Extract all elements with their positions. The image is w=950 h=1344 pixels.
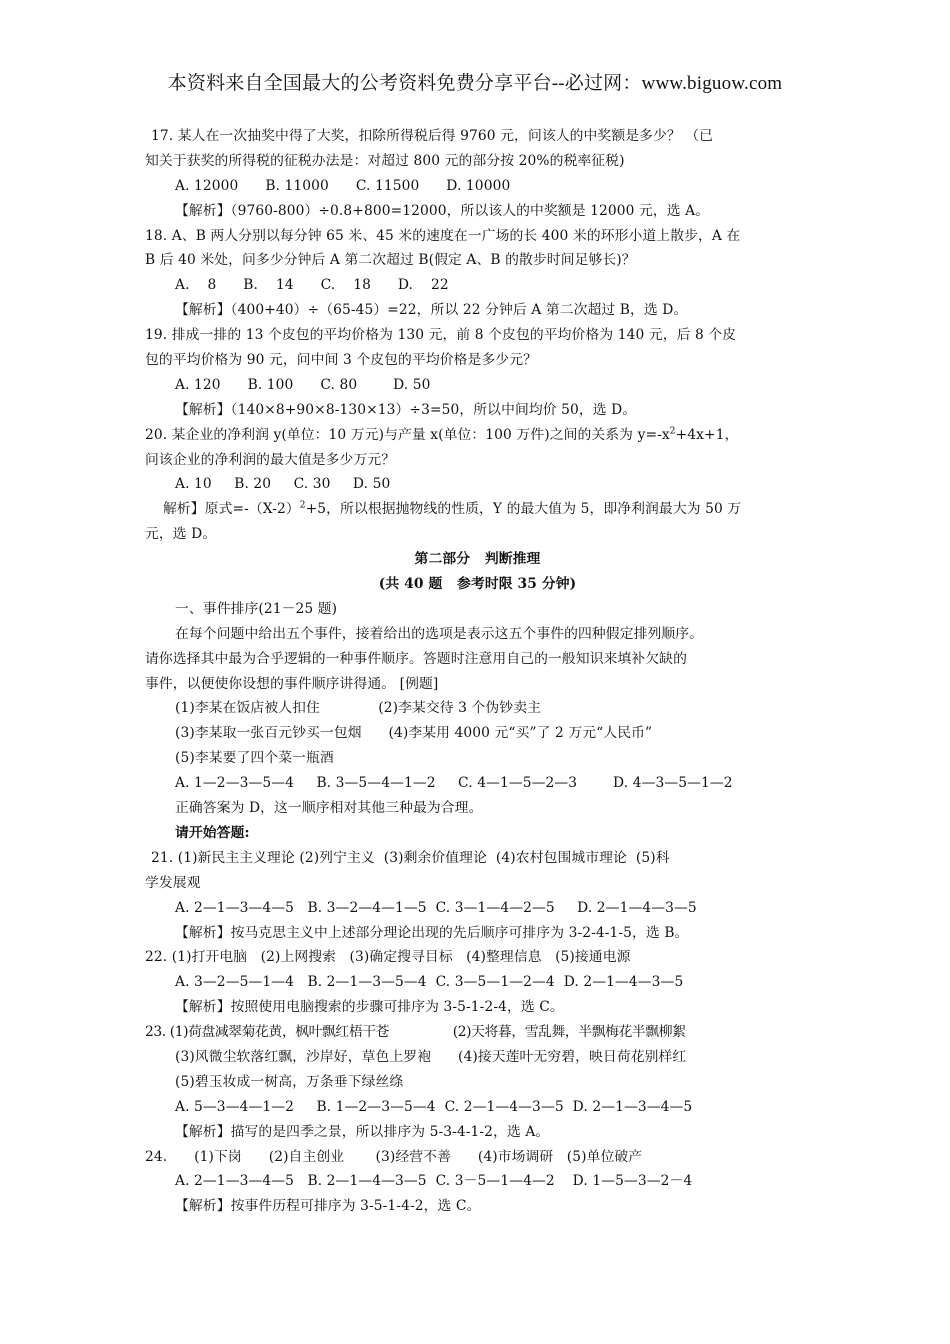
question-18-options: A. 8 B. 14 C. 18 D. 22 — [175, 277, 449, 294]
question-20-line-2: 问该企业的净利润的最大值是多少万元？ — [145, 451, 396, 468]
example-answer: 正确答案为 D，这一顺序相对其他三种最为合理。 — [175, 800, 483, 817]
question-21-options: A. 2—1—3—4—5 B. 3—2—4—1—5 C. 3—1—4—2—5 D. 2—1—4—3—5 — [175, 899, 697, 916]
question-19-options: A. 120 B. 100 C. 80 D. 50 — [175, 376, 431, 393]
question-17-line-2: 知关于获奖的所得税的征税办法是：对超过 800 元的部分按 20%的税率征税) — [145, 152, 625, 169]
question-19-line-2: 包的平均价格为 90 元，问中间 3 个皮包的平均价格是多少元？ — [145, 352, 537, 369]
question-23-line-3: (5)碧玉妆成一树高，万条垂下绿丝绦 — [175, 1073, 404, 1090]
question-20-line-1-tail: +4x+1， — [675, 426, 739, 443]
subsection-heading: 一、事件排序(21－25 题) — [175, 600, 338, 617]
superscript: 2 — [299, 500, 306, 511]
intro-line-3: 事件，以便使你设想的事件顺序讲得通。 [例题] — [145, 675, 439, 692]
question-21-analysis: 【解析】按马克思主义中上述部分理论出现的先后顺序可排序为 3-2-4-1-5，选 B。 — [175, 924, 689, 941]
question-17-options: A. 12000 B. 11000 C. 11500 D. 10000 — [175, 177, 511, 194]
example-events-1: (1)李某在饭店被人扣住 (2)李某交待 3 个伪钞卖主 — [175, 700, 541, 717]
question-20-analysis — [145, 497, 810, 522]
question-18-line-1: 18. A、B 两人分别以每分钟 65 米、45 米的速度在一广场的长 400 米的环形小道上散步，A 在 — [145, 227, 741, 244]
question-20-analysis-text: 解析】原式=-（X-2） — [163, 501, 300, 518]
question-20-analysis-line-2: 元，选 D。 — [145, 526, 217, 543]
page-header: 本资料来自全国最大的公考资料免费分享平台--必过网：www.biguow.com — [167, 73, 783, 94]
question-23-analysis: 【解析】描写的是四季之景，所以排序为 5-3-4-1-2，选 A。 — [175, 1123, 550, 1140]
question-19-line-1: 19. 排成一排的 13 个皮包的平均价格为 130 元，前 8 个皮包的平均价格为 140 元，后 8 个皮 — [145, 327, 737, 344]
question-22-line-1: 22. (1)打开电脑 (2)上网搜索 (3)确定搜寻目标 (4)整理信息 (5)接通电源 — [145, 949, 631, 966]
question-22-analysis: 【解析】按照使用电脑搜索的步骤可排序为 3-5-1-2-4，选 C。 — [175, 999, 564, 1016]
question-21-line-2: 学发展观 — [145, 874, 201, 891]
question-20-line-1 — [145, 423, 810, 448]
question-24-line-1: 24. (1)下岗 (2)自主创业 (3)经营不善 (4)市场调研 (5)单位破产 — [145, 1148, 643, 1165]
question-18-analysis: 【解析】（400+40）÷（65-45）=22，所以 22 分钟后 A 第二次超过 B，选 D。 — [175, 302, 688, 319]
example-events-2: (3)李某取一张百元钞买一包烟 (4)李某用 4000 元“买”了 2 万元“人民币” — [175, 725, 653, 742]
question-23-line-2: (3)风微尘软落红飘，沙岸好，草色上罗袍 (4)接天莲叶无穷碧，映日荷花别样红 — [175, 1048, 687, 1065]
question-17-analysis: 【解析】（9760-800）÷0.8+800=12000，所以该人的中奖额是 12000 元，选 A。 — [175, 202, 710, 219]
question-23-line-1: 23. (1)荷盘减翠菊花黄，枫叶飘红梧干苍 (2)天将暮，雪乱舞，半飘梅花半飘柳絮 — [145, 1024, 686, 1041]
question-23-options: A. 5—3—4—1—2 B. 1—2—3—5—4 C. 2—1—4—3—5 D. 2—1—3—4—5 — [175, 1098, 693, 1115]
question-22-options: A. 3—2—5—1—4 B. 2—1—3—5—4 C. 3—5—1—2—4 D. 2—1—4—3—5 — [175, 974, 684, 991]
intro-line-1: 在每个问题中给出五个事件，接着给出的选项是表示这五个事件的四种假定排列顺序。 — [175, 625, 704, 642]
question-18-line-2: B 后 40 米处，问多少分钟后 A 第二次超过 B(假定 A、B 的散步时间足够长)？ — [145, 252, 636, 269]
question-20-line-1-text: 20. 某企业的净利润 y(单位：10 万元)与产量 x(单位：100 万件)之间的关系为 y=-x — [145, 426, 670, 443]
question-20-analysis-tail: +5，所以根据抛物线的性质，Y 的最大值为 5，即净利润最大为 50 万 — [305, 501, 742, 518]
question-21-line-1: 21. (1)新民主主义理论 (2)列宁主义 (3)剩余价值理论 (4)农村包围城市理论 (5)科 — [151, 849, 670, 866]
example-events-3: (5)李某要了四个菜一瓶酒 — [175, 750, 334, 767]
question-24-options: A. 2—1—3—4—5 B. 2—1—4—3—5 C. 3－5—1—4—2 D. 1—5—3—2－4 — [175, 1173, 693, 1190]
section-title: 第二部分 判断推理 — [414, 551, 541, 568]
question-24-analysis: 【解析】按事件历程可排序为 3-5-1-4-2，选 C。 — [175, 1198, 481, 1215]
example-options: A. 1—2—3—5—4 B. 3—5—4—1—2 C. 4—1—5—2—3 D. 4—3—5—1—2 — [175, 775, 733, 792]
intro-line-2: 请你选择其中最为合乎逻辑的一种事件顺序。答题时注意用自己的一般知识来填补欠缺的 — [145, 650, 687, 667]
document-body — [145, 124, 810, 1219]
question-19-analysis: 【解析】（140×8+90×8-130×13）÷3=50，所以中间均价 50，选 D。 — [175, 401, 637, 418]
question-17-line-1: 17. 某人在一次抽奖中得了大奖，扣除所得税后得 9760 元，问该人的中奖额是多少？ （已 — [151, 128, 714, 144]
section-subtitle: (共 40 题 参考时限 35 分钟) — [378, 576, 577, 593]
superscript: 2 — [669, 426, 676, 437]
question-20-options: A. 10 B. 20 C. 30 D. 50 — [175, 476, 391, 493]
start-prompt: 请开始答题: — [175, 824, 250, 841]
